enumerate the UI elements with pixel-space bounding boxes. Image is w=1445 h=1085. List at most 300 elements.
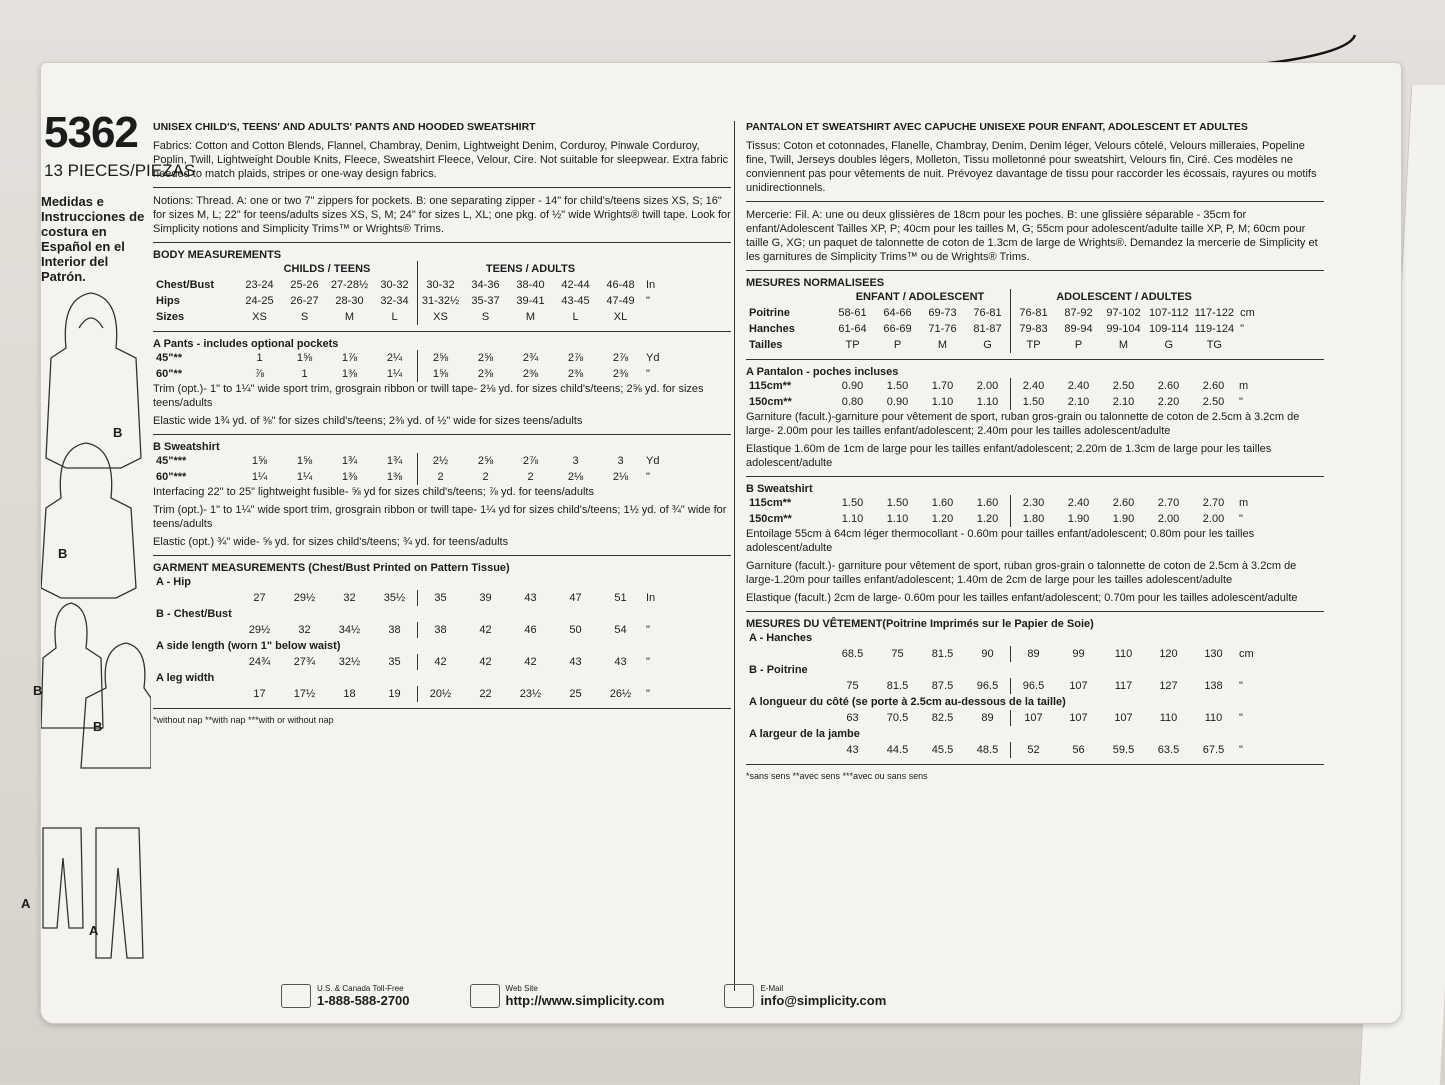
table-cell: 32 bbox=[343, 592, 356, 604]
unit-cell: " bbox=[646, 656, 650, 668]
table-cell: 35-37 bbox=[471, 295, 500, 307]
table-cell: L bbox=[572, 311, 579, 323]
row-label: A - Hanches bbox=[749, 632, 813, 644]
phone-number: 1-888-588-2700 bbox=[317, 992, 410, 1008]
unit-cell: In bbox=[646, 279, 656, 291]
table-cell: 27-28½ bbox=[330, 279, 369, 291]
table-cell: 35 bbox=[388, 656, 401, 668]
table-cell: 110 bbox=[1204, 712, 1223, 724]
table-cell: 2⅞ bbox=[612, 352, 629, 364]
table-cell: 2.60 bbox=[1157, 380, 1180, 392]
table-cell: 30-32 bbox=[418, 277, 464, 293]
table-cell: 117-122 bbox=[1194, 307, 1235, 319]
table-row bbox=[746, 710, 1257, 726]
divider bbox=[746, 359, 1324, 360]
table-cell: 66-69 bbox=[883, 323, 912, 335]
table-cell: 2.40 bbox=[1011, 378, 1057, 394]
table-cell: 75 bbox=[846, 680, 859, 692]
table-row bbox=[746, 511, 1251, 527]
spanish-note: Medidas e Instrucciones de costura en Español en el Interior del Patrón. bbox=[41, 194, 145, 284]
table-row bbox=[746, 394, 1251, 410]
table-cell: 110 bbox=[1114, 648, 1133, 660]
unit-cell: " bbox=[646, 624, 650, 636]
table-cell: 1.90 bbox=[1067, 513, 1090, 525]
table-cell: 2.00 bbox=[976, 380, 999, 392]
table-cell: 64-66 bbox=[883, 307, 912, 319]
table-cell: 1.10 bbox=[976, 396, 999, 408]
french-column bbox=[746, 121, 1324, 781]
table-cell: 42 bbox=[418, 654, 464, 670]
table-cell: 29½ bbox=[248, 624, 271, 636]
table-cell: 24¾ bbox=[248, 656, 271, 668]
table-cell: 17½ bbox=[293, 688, 316, 700]
table-cell: 0.90 bbox=[886, 396, 909, 408]
table-cell: 63.5 bbox=[1157, 744, 1180, 756]
table-cell: 34½ bbox=[338, 624, 361, 636]
table-cell: 1⅜ bbox=[341, 471, 358, 483]
unit-cell: " bbox=[646, 295, 650, 307]
table-cell: 32-34 bbox=[380, 295, 409, 307]
table-cell: 2⅛ bbox=[567, 471, 584, 483]
table-cell: 130 bbox=[1204, 648, 1223, 660]
table-cell: 46 bbox=[524, 624, 537, 636]
table-cell: 1⅞ bbox=[341, 352, 358, 364]
table-cell: 35½ bbox=[383, 592, 406, 604]
table-cell: 51 bbox=[614, 592, 627, 604]
table-cell: 1¼ bbox=[386, 368, 403, 380]
table-cell: 1⅜ bbox=[386, 471, 403, 483]
pants-heading: A Pantalon - poches incluses bbox=[746, 366, 899, 378]
table-cell: 32½ bbox=[338, 656, 361, 668]
table-cell: 0.80 bbox=[841, 396, 864, 408]
divider bbox=[153, 434, 731, 435]
table-cell: 2.30 bbox=[1011, 495, 1057, 511]
table-cell: P bbox=[1074, 339, 1083, 351]
row-label: Hanches bbox=[749, 323, 795, 335]
sketch-label: B bbox=[33, 683, 43, 698]
group-teens: TEENS / ADULTS bbox=[418, 261, 644, 277]
table-cell: 1¼ bbox=[251, 471, 268, 483]
row-label: 150cm** bbox=[749, 396, 792, 408]
table-cell: 2.70 bbox=[1202, 497, 1225, 509]
table-cell: 75 bbox=[891, 648, 904, 660]
table-cell: M bbox=[525, 311, 536, 323]
table-cell: L bbox=[391, 311, 398, 323]
table-row bbox=[746, 678, 1257, 694]
table-cell: 1.10 bbox=[841, 513, 864, 525]
table-cell: 1.90 bbox=[1112, 513, 1135, 525]
table-cell: 109-114 bbox=[1149, 323, 1189, 335]
table-cell: 43 bbox=[614, 656, 627, 668]
row-label: 115cm** bbox=[749, 497, 792, 509]
divider bbox=[153, 242, 731, 243]
unit-cell: " bbox=[1239, 396, 1243, 408]
unit-cell: cm bbox=[1240, 307, 1255, 319]
table-row bbox=[153, 686, 658, 702]
label-row bbox=[746, 726, 1257, 742]
computer-icon bbox=[470, 984, 500, 1008]
pattern-back-sheet bbox=[21, 63, 1381, 1008]
divider bbox=[153, 331, 731, 332]
table-cell: 81.5 bbox=[886, 680, 909, 692]
table-cell: 1 bbox=[256, 352, 263, 364]
table-cell: 138 bbox=[1204, 680, 1223, 692]
table-cell: 30-32 bbox=[380, 279, 409, 291]
table-cell: 2.60 bbox=[1202, 380, 1225, 392]
table-cell: 70.5 bbox=[886, 712, 909, 724]
table-cell: 87.5 bbox=[931, 680, 954, 692]
divider bbox=[153, 555, 731, 556]
label-row bbox=[153, 574, 658, 590]
table-cell: 89 bbox=[1011, 646, 1057, 662]
table-row bbox=[153, 293, 658, 309]
label-row bbox=[746, 630, 1257, 646]
table-row bbox=[153, 350, 662, 366]
fabrics-text: Tissus: Coton et cotonnades, Flanelle, Chambray, Denim, Denim léger, Velours côtelé, Velours milleraies, Popeline fine, Twill, Jerseys doubles légers, Molleton, Tissu molletonné pour sweatshirt, Velours fin, Ciré. Ces modèles ne conviennent pas pour vêtements de nuit. Prévoyez davantage de tissu pour raccorder les écossais, rayures ou motifs unidirectionnels. bbox=[746, 140, 1317, 194]
table-cell: 23-24 bbox=[245, 279, 274, 291]
unit-cell: " bbox=[1240, 323, 1245, 335]
table-cell: 81-87 bbox=[973, 323, 1002, 335]
unit-cell: " bbox=[1239, 744, 1243, 756]
table-cell: TP bbox=[1011, 337, 1057, 353]
table-cell: 1.50 bbox=[886, 380, 909, 392]
table-cell: 56 bbox=[1072, 744, 1085, 756]
table-cell: 1.50 bbox=[841, 497, 864, 509]
table-cell: 0.90 bbox=[841, 380, 864, 392]
table-cell: G bbox=[983, 339, 992, 351]
table-cell: 1¼ bbox=[296, 471, 313, 483]
label-row bbox=[153, 670, 658, 686]
table-cell: 38 bbox=[388, 624, 401, 636]
table-cell: 99-104 bbox=[1106, 323, 1141, 335]
mail-caption: E-Mail bbox=[760, 983, 784, 993]
unit-cell: m bbox=[1239, 380, 1249, 392]
pants-elastic-text: Elastic wide 1¾ yd. of ⅜" for sizes child's/teens; 2⅜ yd. of ½" wide for sizes teens/adults bbox=[153, 415, 583, 427]
sweatshirt-heading: B Sweatshirt bbox=[746, 483, 813, 495]
web-caption: Web Site bbox=[505, 983, 538, 993]
unit-cell: " bbox=[646, 688, 650, 700]
table-cell: 87-92 bbox=[1064, 307, 1093, 319]
table-cell: 2.70 bbox=[1157, 497, 1180, 509]
table-cell: 2 bbox=[527, 471, 534, 483]
table-cell: 19 bbox=[388, 688, 401, 700]
table-cell: 28-30 bbox=[335, 295, 364, 307]
table-row bbox=[153, 590, 658, 606]
garment-table bbox=[153, 574, 658, 702]
table-cell: 89-94 bbox=[1064, 323, 1093, 335]
table-cell: 27¾ bbox=[293, 656, 316, 668]
row-label: A largeur de la jambe bbox=[749, 728, 860, 740]
table-row bbox=[153, 366, 662, 382]
table-cell: 45.5 bbox=[931, 744, 954, 756]
table-cell: 27 bbox=[253, 592, 266, 604]
table-row bbox=[746, 646, 1257, 662]
row-label: B - Poitrine bbox=[749, 664, 808, 676]
table-cell: 25-26 bbox=[290, 279, 319, 291]
row-label: Poitrine bbox=[749, 307, 790, 319]
table-cell: 58-61 bbox=[838, 307, 867, 319]
unit-cell: cm bbox=[1239, 648, 1254, 660]
table-cell: 2⅝ bbox=[477, 455, 494, 467]
row-label: Chest/Bust bbox=[156, 279, 215, 291]
table-cell: 2⅜ bbox=[567, 368, 584, 380]
row-label: A - Hip bbox=[156, 576, 192, 588]
sweat-trim-text: Garniture (facult.)- garniture pour vêtement de sport, ruban gros-grain o talonnette de coton de 2.5cm à 3.2cm de large-1.20m pour tailles enfant/adolescent; 1.40m de 2cm de large pour les tailles adolescent/adulte bbox=[746, 560, 1297, 586]
garment-measurements-heading: GARMENT MEASUREMENTS (Chest/Bust Printed on Pattern Tissue) bbox=[153, 562, 510, 574]
table-cell: S bbox=[300, 311, 309, 323]
table-cell: 69-73 bbox=[928, 307, 957, 319]
label-row bbox=[746, 694, 1257, 710]
sketch-label: B bbox=[93, 719, 103, 734]
group-childs: ENFANT / ADOLESCENT bbox=[855, 291, 985, 303]
table-cell: 17 bbox=[253, 688, 266, 700]
table-cell: 61-64 bbox=[838, 323, 867, 335]
table-cell: 1⅝ bbox=[251, 455, 268, 467]
table-row bbox=[746, 321, 1258, 337]
table-cell: 1¾ bbox=[386, 455, 403, 467]
table-cell: 1⅝ bbox=[418, 366, 464, 382]
table-row bbox=[153, 277, 658, 293]
pants-trim-text: Garniture (facult.)-garniture pour vêtement de sport, ruban gros-grain ou talonnette de coton de 2.5cm à 3.2cm de large- 2.00m pour les tailles enfant/adolescent; 2.40m pour les tailles adolescent/adulte bbox=[746, 411, 1300, 437]
table-cell: 2⅜ bbox=[477, 368, 494, 380]
table-cell: 29½ bbox=[293, 592, 316, 604]
body-measurements-heading: MESURES NORMALISEES bbox=[746, 277, 885, 289]
table-cell: 42 bbox=[479, 656, 492, 668]
table-cell: P bbox=[893, 339, 902, 351]
table-row bbox=[746, 378, 1251, 394]
unit-cell: " bbox=[646, 471, 650, 483]
table-row bbox=[746, 742, 1257, 758]
sweat-elastic-text: Elastique (facult.) 2cm de large- 0.60m pour les tailles enfant/adolescent; 0.70m pour les tailles adolescent/adulte bbox=[746, 592, 1298, 604]
table-cell: 127 bbox=[1159, 680, 1178, 692]
row-label: A leg width bbox=[156, 672, 215, 684]
table-cell: 96.5 bbox=[976, 680, 999, 692]
table-cell: 42 bbox=[479, 624, 492, 636]
unit-cell: Yd bbox=[646, 455, 660, 467]
table-cell: 110 bbox=[1159, 712, 1178, 724]
table-cell: TG bbox=[1206, 339, 1222, 351]
garment-table bbox=[746, 630, 1257, 758]
table-cell: 2⅞ bbox=[567, 352, 584, 364]
table-cell: 2 bbox=[482, 471, 489, 483]
sketch-label: A bbox=[21, 896, 31, 911]
table-cell: 26-27 bbox=[290, 295, 319, 307]
table-cell: 43 bbox=[846, 744, 859, 756]
table-cell: 2⅞ bbox=[522, 455, 539, 467]
table-cell: 2⅜ bbox=[522, 368, 539, 380]
unit-cell: In bbox=[646, 592, 656, 604]
unit-cell: Yd bbox=[646, 352, 660, 364]
interfacing-text: Entoilage 55cm à 64cm léger thermocollant - 0.60m pour tailles enfant/adolescent; 0.80m pour les tailles adolescent/adulte bbox=[746, 528, 1255, 554]
group-header-row bbox=[153, 261, 658, 277]
label-row bbox=[746, 662, 1257, 678]
table-cell: 2.60 bbox=[1112, 497, 1135, 509]
pattern-envelope bbox=[21, 62, 1402, 1024]
row-label: A side length (worn 1" below waist) bbox=[156, 640, 341, 652]
table-cell: 42-44 bbox=[561, 279, 590, 291]
table-cell: 1⅝ bbox=[296, 352, 313, 364]
sketch-label: B bbox=[58, 546, 68, 561]
table-cell: XL bbox=[613, 311, 628, 323]
label-row bbox=[153, 638, 658, 654]
table-cell: 47-49 bbox=[606, 295, 635, 307]
table-cell: 90 bbox=[981, 648, 994, 660]
table-cell: 1 bbox=[301, 368, 308, 380]
table-cell: 24-25 bbox=[245, 295, 274, 307]
notions-text: Mercerie: Fil. A: une ou deux glissières de 18cm pour les poches. B: une glissière séparable - 35cm for enfant/Adolescent Tailles XP, P; 40cm pour les tailles M, G; 55cm pour adolescent/adulte taille XP, P, M; 60cm pour taille G, XG; un paquet de talonnette de coton de 1.3cm de large de Wrights®. Demandez la mercerie de Simplicity et les garnitures de Simplicity Trims™ ou de Wrights® Trims. bbox=[746, 209, 1318, 263]
table-cell: 25 bbox=[569, 688, 582, 700]
table-cell: 107 bbox=[1011, 710, 1057, 726]
interfacing-text: Interfacing 22" to 25" lightweight fusible- ⅝ yd for sizes child's/teens; ⅞ yd. for teens/adults bbox=[153, 486, 594, 498]
table-cell: 26½ bbox=[609, 688, 632, 700]
table-cell: ⅞ bbox=[254, 368, 265, 380]
table-cell: 59.5 bbox=[1112, 744, 1135, 756]
table-row bbox=[153, 654, 658, 670]
table-cell: 1.10 bbox=[931, 396, 954, 408]
table-cell: 2.10 bbox=[1067, 396, 1090, 408]
sweat-trim-text: Trim (opt.)- 1" to 1¼" wide sport trim, grosgrain ribbon or twill tape- 1¼ yd for sizes child's/teens; 1½ yd. of ¾" wide for teens/adults bbox=[153, 504, 727, 530]
label-row bbox=[153, 606, 658, 622]
table-cell: 81.5 bbox=[931, 648, 954, 660]
measurement-table bbox=[746, 289, 1258, 353]
measurement-table bbox=[153, 261, 658, 325]
body-measurements-heading: BODY MEASUREMENTS bbox=[153, 249, 282, 261]
table-row bbox=[153, 453, 662, 469]
table-cell: 2.40 bbox=[1067, 497, 1090, 509]
table-cell: 31-32½ bbox=[418, 293, 464, 309]
table-cell: 97-102 bbox=[1106, 307, 1141, 319]
table-cell: 48.5 bbox=[976, 744, 999, 756]
table-cell: 1.50 bbox=[886, 497, 909, 509]
row-label: 115cm** bbox=[749, 380, 792, 392]
table-row bbox=[746, 337, 1258, 353]
group-teens: ADOLESCENT / ADULTES bbox=[1011, 289, 1238, 305]
table-cell: 2.20 bbox=[1157, 396, 1180, 408]
table-cell: 2¼ bbox=[386, 352, 403, 364]
divider bbox=[153, 187, 731, 188]
table-cell: 82.5 bbox=[931, 712, 954, 724]
phone-icon bbox=[281, 984, 311, 1008]
table-cell: XS bbox=[252, 311, 267, 323]
table-cell: 43-45 bbox=[561, 295, 590, 307]
table-row bbox=[153, 622, 658, 638]
pants-trim-text: Trim (opt.)- 1" to 1¼" wide sport trim, grosgrain ribbon or twill tape- 2⅛ yd. for sizes child's/teens; 2⅝ yd. for sizes teens/adults bbox=[153, 383, 704, 409]
table-cell: 107 bbox=[1114, 712, 1133, 724]
table-cell: 3 bbox=[572, 455, 579, 467]
table-cell: XS bbox=[418, 309, 464, 325]
divider bbox=[746, 764, 1324, 765]
table-cell: 2.00 bbox=[1157, 513, 1180, 525]
table-cell: 2 bbox=[418, 469, 464, 485]
nap-notes: *sans sens **avec sens ***avec ou sans sens bbox=[746, 771, 928, 781]
table-cell: 107 bbox=[1069, 680, 1088, 692]
row-label: 45"** bbox=[156, 352, 183, 364]
web-url: http://www.simplicity.com bbox=[505, 992, 665, 1008]
table-row bbox=[746, 305, 1258, 321]
pieces-count: 13 PIECES/PIEZAS bbox=[44, 161, 196, 180]
row-label: Tailles bbox=[749, 339, 783, 351]
table-cell: 52 bbox=[1011, 742, 1057, 758]
table-row bbox=[153, 469, 662, 485]
table-cell: 1.80 bbox=[1011, 511, 1057, 527]
table-cell: 107 bbox=[1069, 712, 1088, 724]
table-cell: 99 bbox=[1072, 648, 1085, 660]
row-label: Sizes bbox=[156, 311, 185, 323]
table-cell: 96.5 bbox=[1011, 678, 1057, 694]
table-cell: 2.10 bbox=[1112, 396, 1135, 408]
measurement-table bbox=[746, 378, 1251, 410]
phone-contact bbox=[281, 984, 410, 1008]
table-cell: 1⅝ bbox=[296, 455, 313, 467]
garment-sketches bbox=[41, 288, 151, 988]
notions-text: Notions: Thread. A: one or two 7" zippers for pockets. B: one separating zipper - 14" for child's/teens sizes XS, S; 16" for sizes M, L; 22" for teens/adults sizes XS, S, M; 24" for sizes L, XL; one pkg. of ½" wide Wrights® twill tape. Look for Simplicity notions and Simplicity Trims™ or Wrights® Trims. bbox=[153, 195, 731, 235]
mail-icon bbox=[724, 984, 754, 1008]
table-cell: 44.5 bbox=[886, 744, 909, 756]
row-label: 60"*** bbox=[156, 471, 187, 483]
table-cell: 71-76 bbox=[928, 323, 957, 335]
table-cell: 1.60 bbox=[976, 497, 999, 509]
group-header-row bbox=[746, 289, 1258, 305]
table-cell: 67.5 bbox=[1202, 744, 1225, 756]
divider bbox=[746, 270, 1324, 271]
row-label: 45"*** bbox=[156, 455, 187, 467]
table-cell: 38-40 bbox=[516, 279, 545, 291]
table-cell: 35 bbox=[418, 590, 464, 606]
garment-measurements-heading: MESURES DU VÊTEMENT(Poitrine Imprimés sur le Papier de Soie) bbox=[746, 618, 1094, 630]
measurement-table bbox=[153, 453, 662, 485]
unit-cell: " bbox=[1239, 712, 1243, 724]
table-cell: 2.40 bbox=[1067, 380, 1090, 392]
table-cell: 1.50 bbox=[1011, 394, 1057, 410]
table-cell: 39 bbox=[479, 592, 492, 604]
table-cell: 2.50 bbox=[1112, 380, 1135, 392]
table-cell: 1.70 bbox=[931, 380, 954, 392]
table-cell: 1¾ bbox=[341, 455, 358, 467]
table-cell: 43 bbox=[524, 592, 537, 604]
measurement-table bbox=[153, 350, 662, 382]
table-cell: M bbox=[1118, 339, 1129, 351]
web-contact bbox=[470, 984, 665, 1008]
table-cell: 54 bbox=[614, 624, 627, 636]
table-cell: 47 bbox=[569, 592, 582, 604]
table-cell: 120 bbox=[1159, 648, 1178, 660]
table-cell: 22 bbox=[479, 688, 492, 700]
divider bbox=[746, 611, 1324, 612]
table-cell: 2⅝ bbox=[418, 350, 464, 366]
unit-cell: m bbox=[1239, 497, 1249, 509]
divider bbox=[746, 476, 1324, 477]
fabrics-text: Fabrics: Cotton and Cotton Blends, Flannel, Chambray, Denim, Lightweight Denim, Corduroy, Pinwale Corduroy, Poplin, Twill, Lightweight Double Knits, Fleece, Sweatshirt Fleece, Velour, Cire. Not suitable for sleepwear. Extra fabric needed to match plaids, stripes or one-way design fabrics. bbox=[153, 140, 729, 180]
english-column bbox=[153, 121, 731, 725]
table-cell: 119-124 bbox=[1194, 323, 1235, 335]
nap-notes: *without nap **with nap ***with or without nap bbox=[153, 715, 334, 725]
table-row bbox=[153, 309, 658, 325]
table-cell: 1⅜ bbox=[341, 368, 358, 380]
table-cell: 32 bbox=[298, 624, 311, 636]
table-cell: 76-81 bbox=[1011, 305, 1057, 321]
row-label: 150cm** bbox=[749, 513, 792, 525]
table-cell: 3 bbox=[617, 455, 624, 467]
table-cell: 1.10 bbox=[886, 513, 909, 525]
section-title: PANTALON ET SWEATSHIRT AVEC CAPUCHE UNISEXE POUR ENFANT, ADOLESCENT ET ADULTES bbox=[746, 121, 1248, 133]
section-title: UNISEX CHILD'S, TEENS' AND ADULTS' PANTS AND HOODED SWEATSHIRT bbox=[153, 121, 536, 133]
table-cell: 46-48 bbox=[606, 279, 635, 291]
table-cell: 20½ bbox=[418, 686, 464, 702]
table-cell: 38 bbox=[418, 622, 464, 638]
table-cell: 50 bbox=[569, 624, 582, 636]
unit-cell bbox=[643, 309, 658, 325]
unit-cell: " bbox=[1239, 513, 1243, 525]
